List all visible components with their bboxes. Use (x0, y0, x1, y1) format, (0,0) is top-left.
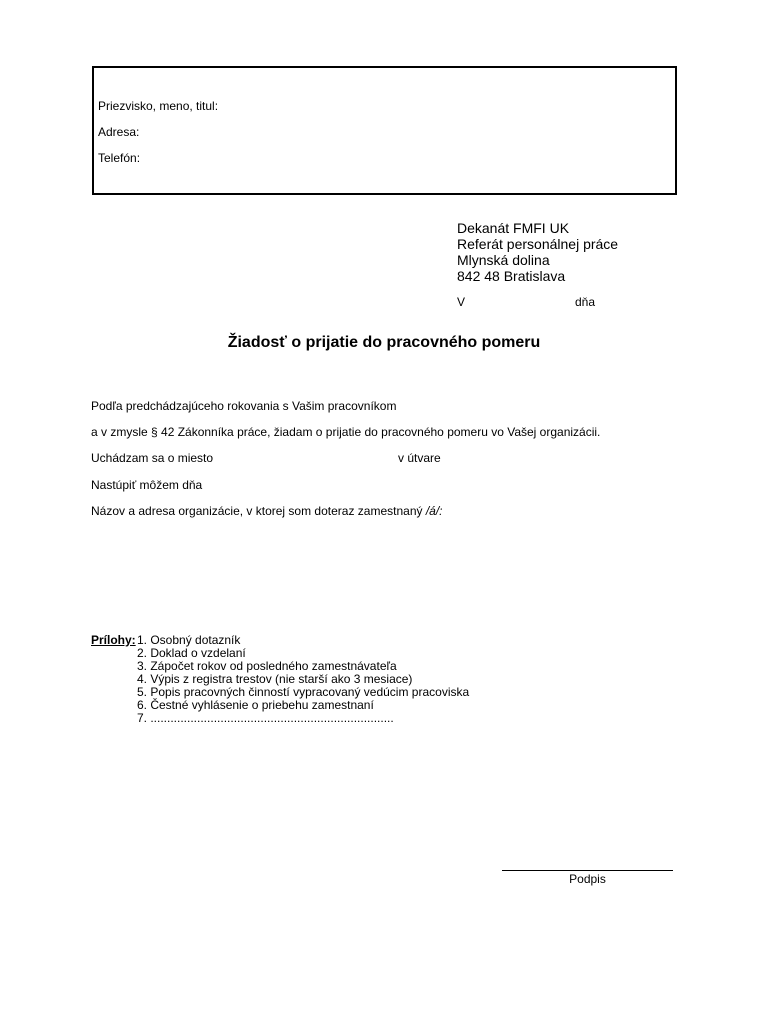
unit-label: v útvare (398, 451, 441, 465)
recipient-line-2: Referát personálnej práce (457, 236, 619, 252)
attachments-label: Prílohy: (91, 633, 136, 647)
attachments-list (137, 634, 469, 725)
recipient-line-4: 842 48 Bratislava (457, 268, 566, 284)
place-label: V (457, 295, 466, 309)
applicant-info-box (92, 66, 677, 195)
position-label: Uchádzam sa o miesto (91, 451, 214, 465)
applicant-name-label: Priezvisko, meno, titul: (98, 99, 219, 113)
applicant-phone-label: Telefón: (98, 151, 141, 165)
document-title: Žiadosť o prijatie do pracovného pomeru (227, 334, 541, 351)
attachment-item: 4. Výpis z registra trestov (nie starší ako 3 mesiace) (137, 672, 413, 686)
attachment-item: 3. Zápočet rokov od posledného zamestnávateľa (137, 659, 397, 673)
attachment-item: 5. Popis pracovných činností vypracovaný vedúcim pracoviska (137, 685, 470, 699)
recipient-line-1: Dekanát FMFI UK (457, 220, 570, 236)
attachment-item: 2. Doklad o vzdelaní (137, 646, 246, 660)
recipient-line-3: Mlynská dolina (457, 252, 550, 268)
signature-line (502, 870, 673, 871)
body-paragraph-1: Podľa predchádzajúceho rokovania s Vašim pracovníkom (91, 399, 397, 413)
attachment-item: 7. ......................................................................... (137, 711, 394, 725)
employer-label-suffix: /á/: (425, 504, 443, 518)
signature-label: Podpis (569, 872, 606, 886)
employer-label (91, 504, 443, 518)
applicant-address-label: Adresa: (98, 125, 140, 139)
attachment-item: 1. Osobný dotazník (137, 633, 241, 647)
employer-label-text: Názov a adresa organizácie, v ktorej som doteraz zamestnaný (91, 504, 423, 518)
recipient-address (457, 220, 618, 284)
body-paragraph-2: a v zmysle § 42 Zákonníka práce, žiadam o prijatie do pracovného pomeru vo Vašej organizácii. (91, 425, 601, 439)
date-label: dňa (575, 295, 596, 309)
start-date-label: Nastúpiť môžem dňa (91, 478, 203, 492)
attachment-item: 6. Čestné vyhlásenie o priebehu zamestnaní (137, 698, 374, 712)
